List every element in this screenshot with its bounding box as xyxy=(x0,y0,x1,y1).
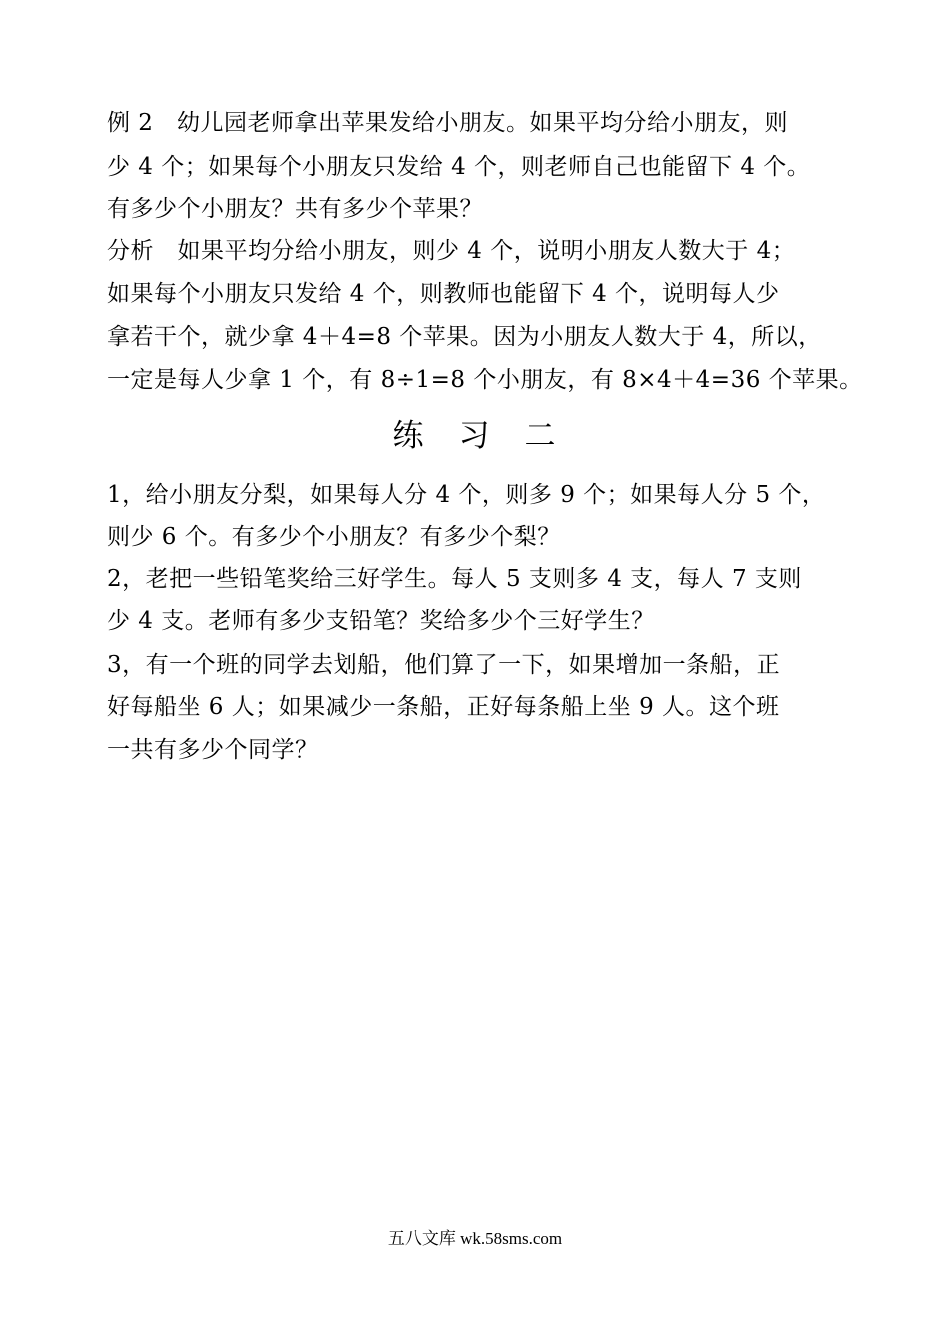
exercise-line-5: 3，有一个班的同学去划船，他们算了一下，如果增加一条船，正 xyxy=(107,652,781,678)
footer-watermark: 五八文库 wk.58sms.com xyxy=(387,1229,563,1248)
analysis-line-2: 如果每个小朋友只发给 4 个，则教师也能留下 4 个，说明每人少 xyxy=(107,281,780,307)
exercise-line-1: 1，给小朋友分梨，如果每人分 4 个，则多 9 个；如果每人分 5 个， xyxy=(107,482,826,508)
exercise-line-4: 少 4 支。老师有多少支铅笔？奖给多少个三好学生？ xyxy=(107,608,655,634)
analysis-line-3: 拿若干个，就少拿 4＋4=8 个苹果。因为小朋友人数大于 4，所以， xyxy=(107,324,822,350)
exercise-line-2: 则少 6 个。有多少个小朋友？有多少个梨？ xyxy=(107,524,561,550)
example-line-1: 例 2 幼儿园老师拿出苹果发给小朋友。如果平均分给小朋友，则 xyxy=(107,110,788,136)
exercise-line-3: 2，老把一些铅笔奖给三好学生。每人 5 支则多 4 支，每人 7 支则 xyxy=(107,566,802,592)
exercise-heading: 练 习 二 xyxy=(392,418,558,454)
analysis-line-1: 分析 如果平均分给小朋友，则少 4 个，说明小朋友人数大于 4； xyxy=(107,238,796,264)
analysis-line-4: 一定是每人少拿 1 个，有 8÷1=8 个小朋友，有 8×4＋4=36 个苹果。 xyxy=(107,367,863,393)
exercise-line-7: 一共有多少个同学？ xyxy=(107,737,319,763)
example-line-2: 少 4 个；如果每个小朋友只发给 4 个，则老师自己也能留下 4 个。 xyxy=(107,154,811,180)
example-line-3: 有多少个小朋友？共有多少个苹果？ xyxy=(107,196,483,222)
exercise-line-6: 好每船坐 6 人；如果减少一条船，正好每条船上坐 9 人。这个班 xyxy=(107,694,780,720)
